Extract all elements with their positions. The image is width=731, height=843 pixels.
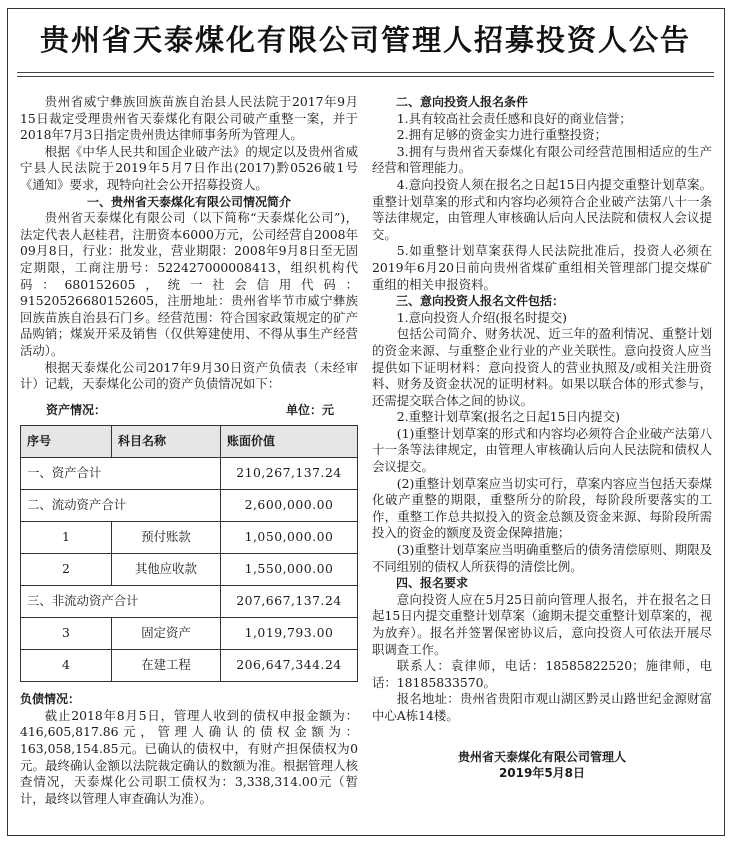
section-heading-documents: 三、意向投资人报名文件包括： [396,294,565,309]
contact-paragraph: 联系人：袁律师，电话：18585822520；施律师，电话：18185833570。 [372,658,712,690]
table-row [21,618,358,650]
signature-date: 2019年5月8日 [498,765,586,780]
unit-label: 单位：元 [285,402,334,417]
book-value-cell: 2,600,000.00 [221,490,358,522]
book-value-cell: 210,267,137.24 [221,458,358,490]
liabilities-heading: 负债情况： [20,692,81,707]
notice-title: 贵州省天泰煤化有限公司管理人招募投资人公告 [39,23,691,57]
subject-name-cell: 在建工程 [112,650,221,682]
company-paragraph: 贵州省天泰煤化有限公司（以下简称“天泰煤化公司”)，法定代表人赵桂君，注册资本6000万元，公司经营自2008年09月8日，行业：批发业，营业期限：2008年9月8日至无固定期限，工商注册号：522427000008413，组织机构代码：680152605，统一社会信用代码：91520526680152605，注册地址：贵州省毕节市威宁彝族回族苗族自治县石门乡。经营范围：符合国家政策规定的矿产品购销；煤炭开采及销售（仅供筹建使用、不得从事生产经营活动）。 [20,210,358,358]
subject-total-cell: 三、非流动资产合计 [21,586,221,618]
condition-item: 4.意向投资人须在报名之日起15日内提交重整计划草案。重整计划草案的形式和内容均必须符合企业破产法第八十一条等法律规定，由管理人审核确认后向人民法院和债权人会议提交。 [372,176,712,242]
assets-label: 资产情况： [46,402,107,417]
left-column [20,94,358,807]
document-item: 包括公司简介、财务状况、近三年的盈利情况、重整计划的资金来源、与重整企业行业的产业关联性。意向投资人应当提供如下证明材料：意向投资人的营业执照及/或相关注册资料、财务及资金状况的证明材料。如果以联合体的形式参与，还需提交联合体之间的协议。 [372,326,712,408]
intro-paragraph: 根据《中华人民共和国企业破产法》的规定以及贵州省威宁县人民法院于2019年5月7日作出(2017)黔0526破1号《通知》要求，现特向社会公开招募投资人。 [20,143,358,192]
table-header-row [21,426,358,458]
table-row [21,522,358,554]
book-value-cell: 1,019,793.00 [221,618,358,650]
row-number-cell: 3 [21,618,112,650]
column-header-book-value: 账面价值 [221,426,358,458]
book-value-cell: 206,647,344.24 [221,650,358,682]
book-value-cell: 1,550,000.00 [221,554,358,586]
address-paragraph: 报名地址：贵州省贵阳市观山湖区黔灵山路世纪金源财富中心A栋14楼。 [372,691,712,723]
assets-table [20,425,358,682]
table-row [21,554,358,586]
document-item: (1)重整计划草案的形式和内容均必须符合企业破产法第八十一条等法律规定，由管理人审核确认后向人民法院和债权人会议提交。 [372,425,712,475]
subject-name-cell: 固定资产 [112,618,221,650]
column-header-no: 序号 [21,426,112,458]
row-number-cell: 2 [21,554,112,586]
subject-name-cell: 预付账款 [112,522,221,554]
title-rule-bottom [17,76,714,77]
table-row [21,586,358,618]
book-value-cell: 1,050,000.00 [221,522,358,554]
document-item: (3)重整计划草案应当明确重整后的债务清偿原则、期限及不同组别的债权人所获得的清偿比例。 [372,542,712,574]
table-row [21,650,358,682]
section-heading-requirements: 四、报名要求 [396,576,469,591]
section-heading-conditions: 二、意向投资人报名条件 [396,95,529,109]
condition-item: 2.拥有足够的资金实力进行重整投资； [396,127,607,143]
subject-total-cell: 一、资产合计 [21,458,221,490]
right-column [372,94,712,781]
table-row [21,490,358,522]
assets-table-body [21,458,358,682]
condition-item: 5.如重整计划草案获得人民法院批准后，投资人必须在2019年6月20日前向贵州省煤矿重组相关管理部门提交煤矿重组的相关申报资料。 [372,243,712,292]
book-value-cell: 207,667,137.24 [221,586,358,618]
row-number-cell: 4 [21,650,112,682]
document-item: 2.重整计划草案(报名之日起15日内提交) [396,409,620,425]
section-heading-company: 一、贵州省天泰煤化有限公司情况简介 [86,194,291,209]
condition-item: 3.拥有与贵州省天泰煤化有限公司经营范围相适应的生产经营和管理能力。 [372,143,712,176]
title-rule-top [17,72,714,73]
assets-table-caption [46,402,334,419]
row-number-cell: 1 [21,522,112,554]
requirement-paragraph: 意向投资人应在5月25日前向管理人报名，并在报名之日起15日内提交重整计划草案（逾期未提交重整计划草案的，视为放弃）。报名并签署保密协议后，意向投资人可依法开展尽职调查工作。 [372,591,712,657]
condition-item: 1.具有较高社会责任感和良好的商业信誉； [396,110,632,126]
subject-name-cell: 其他应收款 [112,554,221,586]
intro-paragraph: 贵州省威宁彝族回族苗族自治县人民法院于2017年9月15日裁定受理贵州省天泰煤化有限公司破产重整一案，并于2018年7月3日指定贵州贵达律师事务所为管理人。 [20,94,358,143]
liabilities-paragraph: 截止2018年8月5日，管理人收到的债权申报金额为：416,605,817.86元，管理人确认的债权金额为：163,058,154.85元。已确认的债权中，有财产担保债权为0元。最终确认金额以法院裁定确认的数额为准。根据管理人核查情况，天泰煤化公司职工债权为：3,338,314.00元（暂计，最终以管理人审查确认为准）。 [20,707,358,806]
document-item: 1.意向投资人介绍(报名时提交) [396,309,567,325]
company-paragraph: 根据天泰煤化公司2017年9月30日资产负债表（未经审计）记载，天泰煤化公司的资产负债情况如下： [20,359,358,392]
table-row [21,458,358,490]
signature: 贵州省天泰煤化有限公司管理人 [457,749,626,764]
column-header-subject: 科目名称 [112,426,221,458]
subject-total-cell: 二、流动资产合计 [21,490,221,522]
document-item: (2)重整计划草案应当切实可行，草案内容应当包括天泰煤化破产重整的期限，重整所分的阶段，每阶段所要落实的工作，重整工作总共拟投入的资金总额及资金来源、每阶段所需投入的资金的额度及资金保障措施； [372,475,712,541]
